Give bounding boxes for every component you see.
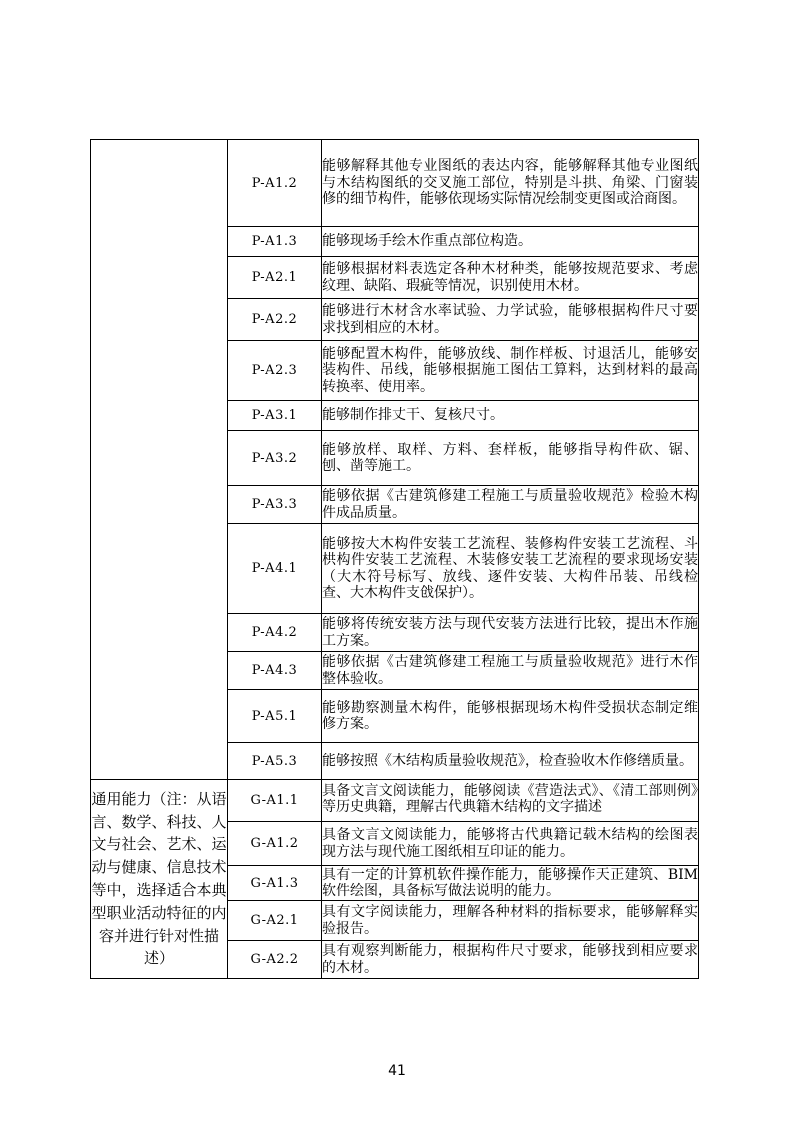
competency-code: P-A2.3: [228, 341, 322, 401]
competency-description: 能够依据《古建筑修建工程施工与质量验收规范》进行木作整体验收。: [322, 652, 699, 690]
competency-code: G-A2.2: [228, 941, 322, 979]
table-row: [91, 140, 699, 227]
general-ability-category: 通用能力（注：从语言、数学、科技、人文与社会、艺术、运动与健康、信息技术等中，选择适合本典型职业活动特征的内容并进行针对性描述）: [91, 780, 228, 979]
competency-code: G-A1.1: [228, 780, 322, 822]
competency-description: 能够依据《古建筑修建工程施工与质量验收规范》检验木构件成品质量。: [322, 486, 699, 524]
competency-description: 能够现场手绘木作重点部位构造。: [322, 227, 699, 257]
competency-code: P-A2.2: [228, 299, 322, 341]
competency-code: P-A4.2: [228, 614, 322, 652]
competency-description: 能够进行木材含水率试验、力学试验，能够根据构件尺寸要求找到相应的木材。: [322, 299, 699, 341]
competency-code: G-A2.1: [228, 901, 322, 941]
competency-code: P-A4.1: [228, 524, 322, 614]
competency-description: 能够勘察测量木构件，能够根据现场木构件受损状态制定维修方案。: [322, 690, 699, 743]
competency-description: 能够按大木构件安装工艺流程、装修构件安装工艺流程、斗栱构件安装工艺流程、木装修安装工艺流程的要求现场安装（大木符号标写、放线、逐件安装、大构件吊装、吊线检查、大木构件支戗保护）。: [322, 524, 699, 614]
competency-code: P-A5.3: [228, 743, 322, 780]
competency-description: 能够根据材料表选定各种木材种类，能够按规范要求、考虑纹理、缺陷、瑕疵等情况，识别使用木材。: [322, 257, 699, 299]
competency-table: [90, 139, 699, 979]
competency-code: P-A1.2: [228, 140, 322, 227]
competency-description: 具有观察判断能力，根据构件尺寸要求，能够找到相应要求的木材。: [322, 941, 699, 979]
competency-code: P-A2.1: [228, 257, 322, 299]
table-row: [91, 780, 699, 822]
competency-code: P-A3.3: [228, 486, 322, 524]
competency-description: 具有文字阅读能力，理解各种材料的指标要求，能够解释实验报告。: [322, 901, 699, 941]
competency-code: P-A3.2: [228, 431, 322, 486]
competency-description: 能够配置木构件，能够放线、制作样板、讨退活儿，能够安装构件、吊线，能够根据施工图估工算料，达到材料的最高转换率、使用率。: [322, 341, 699, 401]
competency-code: P-A3.1: [228, 401, 322, 431]
page-number: 41: [388, 1063, 406, 1079]
competency-description: 能够解释其他专业图纸的表达内容，能够解释其他专业图纸与木结构图纸的交叉施工部位，特别是斗拱、角梁、门窗装修的细节构件，能够依现场实际情况绘制变更图或洽商图。: [322, 140, 699, 227]
competency-code: G-A1.2: [228, 822, 322, 866]
competency-description: 具备文言文阅读能力，能够将古代典籍记载木结构的绘图表现方法与现代施工图纸相互印证的能力。: [322, 822, 699, 866]
competency-description: 具备文言文阅读能力，能够阅读《营造法式》、《清工部则例》等历史典籍，理解古代典籍木结构的文字描述: [322, 780, 699, 822]
competency-description: 具有一定的计算机软件操作能力，能够操作天正建筑、BIM 软件绘图，具备标写做法说明的能力。: [322, 866, 698, 899]
competency-description: 能够制作排丈干、复核尺寸。: [322, 401, 699, 431]
competency-code: G-A1.3: [228, 866, 322, 901]
competency-code: P-A1.3: [228, 227, 322, 257]
competency-description: 能够按照《木结构质量验收规范》，检查验收木作修缮质量。: [322, 743, 699, 780]
competency-code: P-A5.1: [228, 690, 322, 743]
competency-code: P-A4.3: [228, 652, 322, 690]
competency-description: 能够将传统安装方法与现代安装方法进行比较，提出木作施工方案。: [322, 614, 699, 652]
competency-description: 能够放样、取样、方料、套样板，能够指导构件砍、锯、刨、凿等施工。: [322, 431, 699, 486]
category-cell-empty: [91, 140, 228, 780]
